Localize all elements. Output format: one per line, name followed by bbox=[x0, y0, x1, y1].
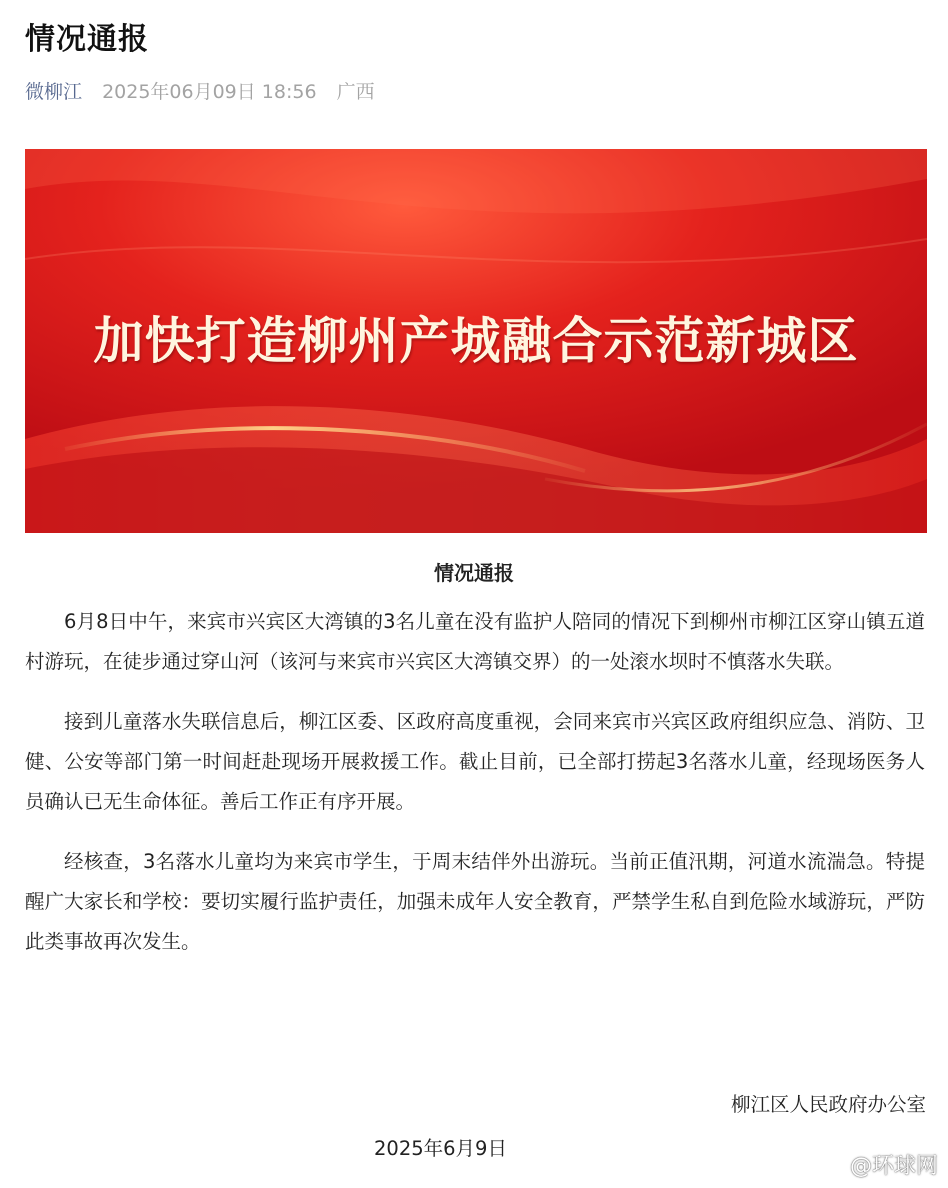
article-meta bbox=[25, 78, 375, 106]
page-title: 情况通报 bbox=[25, 22, 149, 57]
publish-datetime: 2025年06月09日 18:56 bbox=[102, 81, 317, 103]
paragraph-3: 经核查，3名落水儿童均为来宾市学生，于周末结伴外出游玩。当前正值汛期，河道水流湍急。特提醒广大家长和学校：要切实履行监护责任，加强未成年人安全教育，严禁学生私自到危险水域游玩，严防此类事故再次发生。 bbox=[25, 850, 925, 953]
watermark bbox=[818, 1152, 938, 1182]
weibo-icon bbox=[818, 1155, 846, 1179]
issue-date: 2025年6月9日 bbox=[374, 1137, 507, 1160]
banner-image bbox=[25, 149, 927, 533]
banner-slogan: 加快打造柳州产城融合示范新城区 bbox=[93, 311, 859, 370]
publish-region: 广西 bbox=[336, 81, 375, 103]
source-account-link[interactable]: 微柳江 bbox=[25, 81, 83, 103]
paragraph-1: 6月8日中午，来宾市兴宾区大湾镇的3名儿童在没有监护人陪同的情况下到柳州市柳江区穿山镇五道村游玩，在徒步通过穿山河（该河与来宾市兴宾区大湾镇交界）的一处滚水坝时不慎落水失联。 bbox=[25, 610, 925, 673]
paragraph-2: 接到儿童落水失联信息后，柳江区委、区政府高度重视，会同来宾市兴宾区政府组织应急、消防、卫健、公安等部门第一时间赶赴现场开展救援工作。截止目前，已全部打捞起3名落水儿童，经现场医务人员确认已无生命体征。善后工作正有序开展。 bbox=[25, 710, 925, 813]
watermark-text: @环球网 bbox=[849, 1154, 938, 1179]
notice-heading: 情况通报 bbox=[434, 561, 514, 585]
article-body bbox=[25, 602, 925, 982]
issuer-signature: 柳江区人民政府办公室 bbox=[730, 1093, 926, 1116]
